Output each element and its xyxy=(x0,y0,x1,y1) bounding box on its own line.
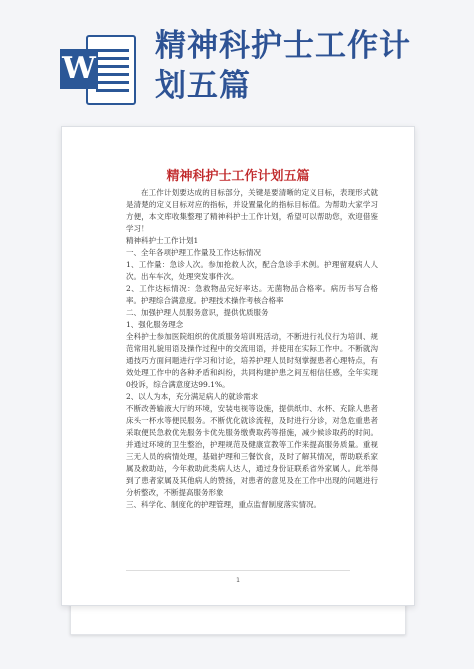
document-body xyxy=(126,187,378,511)
word-document-icon xyxy=(60,35,138,105)
text-line xyxy=(96,81,129,84)
plan-heading: 精神科护士工作计划1 xyxy=(126,236,199,245)
document-title: 精神科护士工作计划五篇 xyxy=(166,169,310,184)
paragraph: 1、工作量：急诊人次。参加抢救人次，配合急诊手术例。护理留观病人人次。出车车次，处理突发事件次。 xyxy=(126,260,378,281)
paragraph: 全科护士参加医院组织的优质服务培训班活动，不断进行礼仪行为培训、规范常用礼貌用语及操作过程中的交流用语，并使用在实际工作中。不断就沟通技巧方面问题进行学习和讨论，培养护理人员时刻掌握患者心理特点，有效处理工作中的各种矛盾和纠纷，共同构建护患之间互相信任感，全年实现0投诉，综合满意度达99.1%。 xyxy=(126,332,378,389)
text-line xyxy=(96,65,129,68)
paragraph: 2、工作达标情况：急救物品完好率达。无菌物品合格率。病历书写合格率。护理综合满意度。护理技术操作考核合格率 xyxy=(126,284,378,305)
subsection-heading: 2、以人为本，充分满足病人的就诊需求 xyxy=(126,392,259,401)
header-banner xyxy=(0,0,474,125)
footer-divider xyxy=(126,570,350,571)
intro-paragraph: 在工作计划要达成的目标部分，关键是要清晰的定义目标，表现形式就是清楚的定义目标对应的指标，并设置量化的指标目标值。为帮助大家学习方便，本文库收集整理了精神科护士工作计划，希望可以帮助您，欢迎借鉴学习！ xyxy=(126,188,378,233)
text-line xyxy=(96,49,129,52)
section-heading: 二、加强护理人员服务意识，提供优质服务 xyxy=(126,308,269,317)
section-heading: 一、全年各项护理工作量及工作达标情况 xyxy=(126,248,261,257)
text-line xyxy=(96,89,129,92)
text-line xyxy=(96,73,129,76)
text-line xyxy=(96,57,129,60)
page-title: 精神科护士工作计 划五篇 xyxy=(155,28,411,104)
w-letter-tile: W xyxy=(60,49,98,89)
page-number: 1 xyxy=(236,577,240,584)
paragraph: 不断改善输液大厅的环境，安装电视等设施，提供纸巾、水杯、充除人患者床头一杯水等便民服务。不断优化就诊流程，及时进行分诊，对急危重患者采取便民急救优先服务卡优先服务缴费取药等措施，减少候诊取药的时间。并通过环境的卫生整治，护理规范及健康宣教等工作来提高服务质量。重视三无人员的病情处理，基础护理和三餐饮食，及时了解其情况，帮助联系家属及救助站，今年救助此类病人达人，通过身份证联系省外家属人。此举得到了患者家属及其他病人的赞扬，对患者的意见及在工作中出现的问题进行分析整改，不断提高服务形象 xyxy=(126,404,378,497)
document-page xyxy=(61,126,415,606)
subsection-heading: 1、强化服务理念 xyxy=(126,320,184,329)
section-heading: 三、科学化、制度化的护理管理，重点监督制度落实情况。 xyxy=(126,500,321,509)
